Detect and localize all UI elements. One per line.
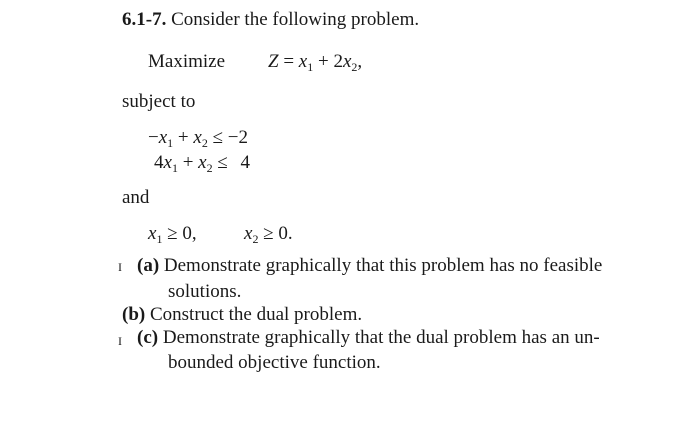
constraint-1-rhs: −2: [227, 127, 248, 148]
constraint-2: [154, 153, 250, 174]
part-a-line1: Demonstrate graphically that this problem has no feasible: [163, 255, 603, 276]
nonneg-2-var: x: [244, 223, 253, 244]
part-b-label: (b): [122, 304, 146, 325]
nonneg-2-rhs: 0.: [278, 223, 293, 244]
part-a-line2: solutions.: [168, 281, 242, 302]
objective-x1-sub: 1: [307, 60, 314, 74]
constraint-1-rel: ≤: [212, 127, 223, 148]
part-c-line2: bounded objective function.: [168, 352, 381, 373]
problem-number: 6.1-7.: [122, 9, 167, 30]
part-a: [137, 254, 637, 278]
nonneg-1-rel: ≥: [167, 223, 178, 244]
constraint-1-x1: x: [158, 127, 168, 148]
constraint-1-x1-sub: 1: [167, 136, 174, 150]
part-b: [122, 305, 362, 324]
part-c: [137, 328, 600, 347]
problem-intro: Consider the following problem.: [171, 9, 420, 30]
subject-to-label: subject to: [122, 91, 196, 112]
constraint-1-coef: −: [148, 127, 159, 148]
objective-x1: x: [298, 51, 308, 72]
part-c-marker: I: [118, 334, 122, 348]
objective-x2: x: [342, 51, 352, 72]
constraint-1: [148, 128, 248, 149]
constraint-2-op: +: [182, 152, 194, 173]
objective-x2-sub: 2: [351, 60, 358, 74]
nonneg-1: [148, 224, 197, 245]
constraint-2-x2: x: [198, 152, 207, 173]
part-c-label: (c): [137, 327, 159, 348]
constraint-2-rhs: 4: [240, 152, 251, 173]
constraint-2-coef: 4: [154, 152, 164, 173]
nonneg-1-rhs: 0,: [182, 223, 197, 244]
objective-plus: +: [317, 51, 329, 72]
constraint-1-op: +: [177, 127, 189, 148]
part-c-line1: Demonstrate graphically that the dual problem has an un-: [162, 327, 600, 348]
nonneg-2-sub: 2: [252, 232, 259, 246]
objective-eq: =: [283, 51, 295, 72]
constraint-1-x2: x: [193, 127, 202, 148]
nonneg-2-rel: ≥: [263, 223, 274, 244]
objective-coef: 2: [333, 51, 343, 72]
and-label: and: [122, 187, 150, 208]
nonneg-1-var: x: [148, 223, 157, 244]
objective-function: [268, 52, 362, 73]
constraint-2-x1-sub: 1: [171, 161, 178, 175]
nonneg-1-sub: 1: [156, 232, 163, 246]
nonneg-2: [244, 224, 293, 245]
constraint-2-rel: ≤: [217, 152, 228, 173]
constraint-2-x1: x: [163, 152, 172, 173]
constraint-1-x2-sub: 2: [201, 136, 208, 150]
objective-label: Maximize: [148, 51, 226, 72]
part-b-line1: Construct the dual problem.: [149, 304, 363, 325]
part-a-label: (a): [137, 255, 160, 276]
part-a-marker: I: [118, 260, 122, 274]
problem-header: [122, 10, 419, 29]
objective-tail: ,: [357, 51, 363, 72]
constraint-2-x2-sub: 2: [206, 161, 213, 175]
objective-z: Z: [268, 51, 279, 72]
